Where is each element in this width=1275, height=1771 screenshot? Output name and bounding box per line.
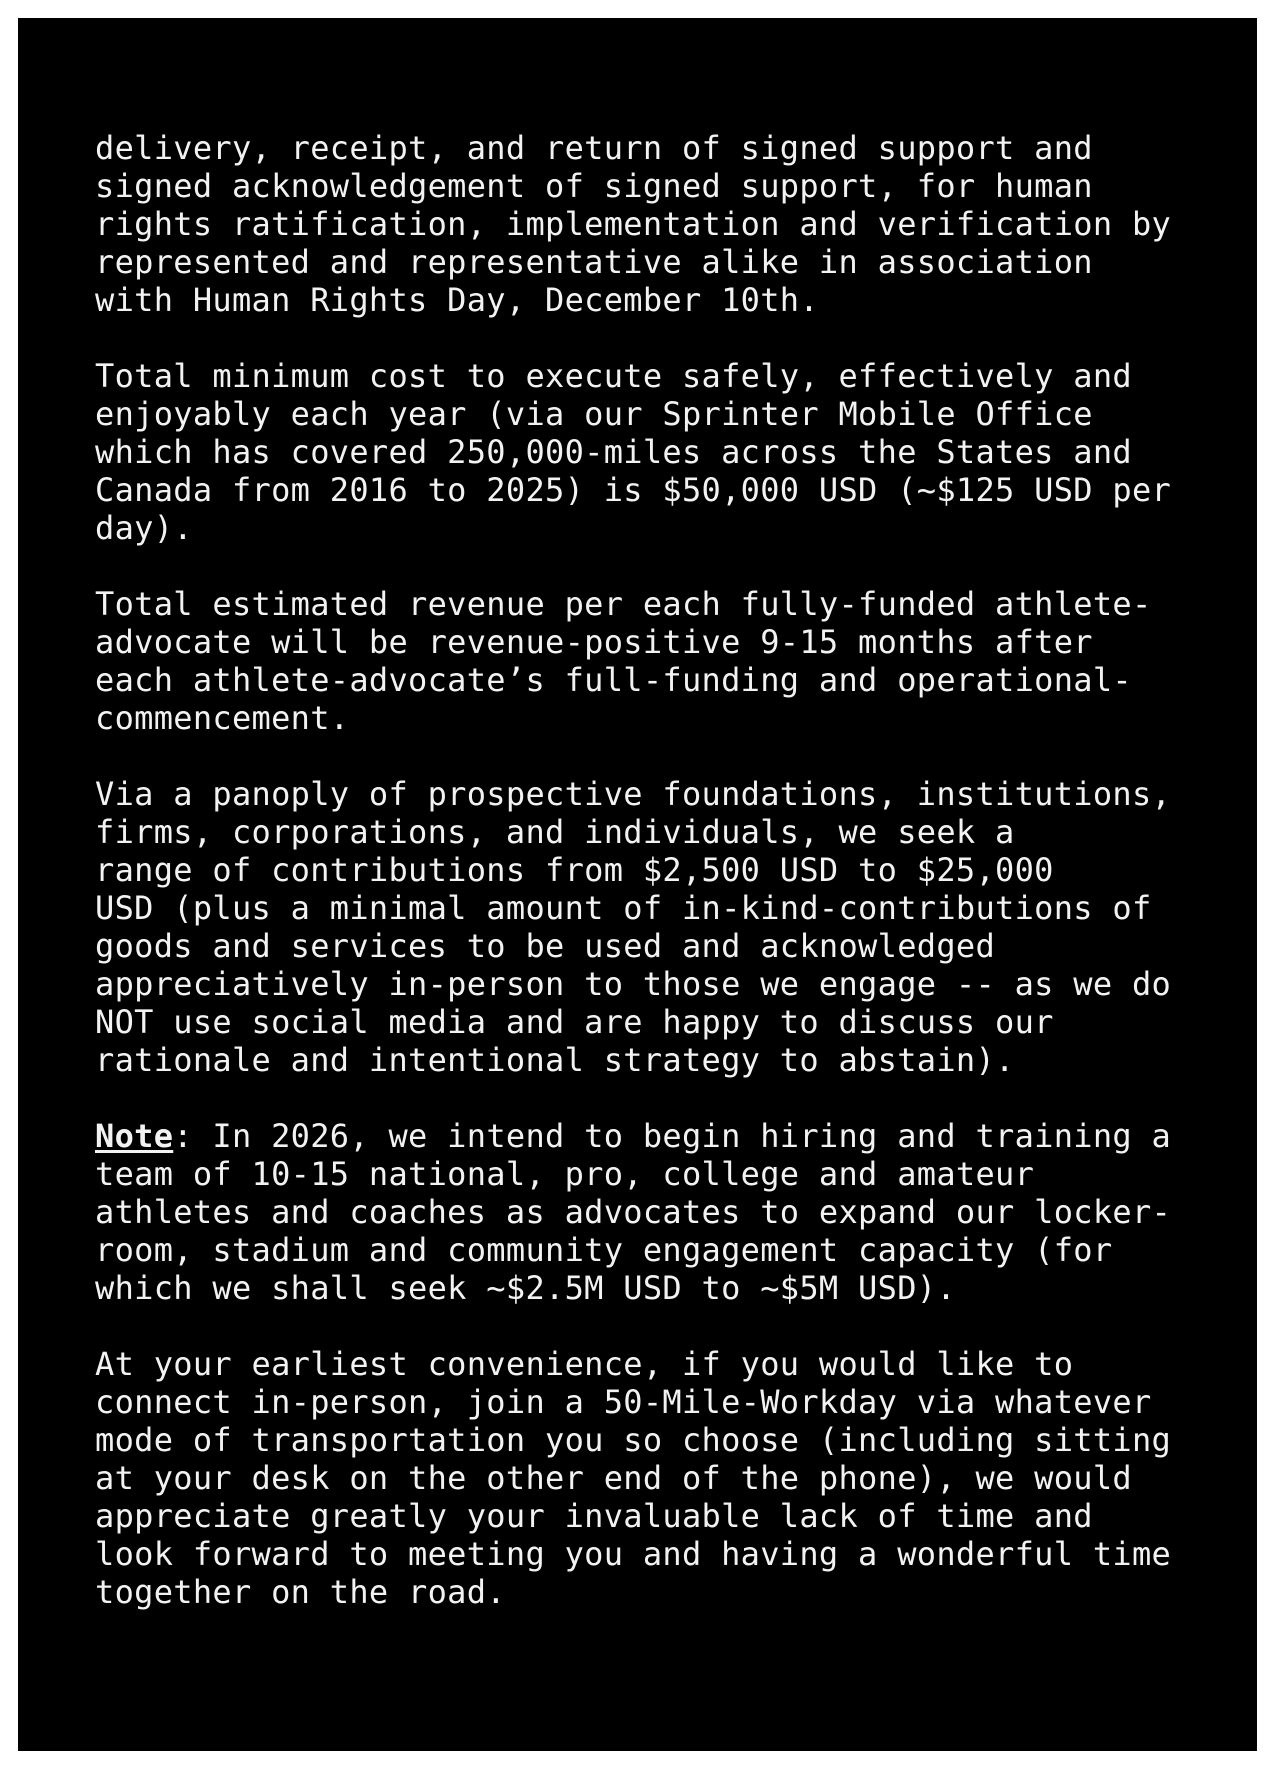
text-line: look forward to meeting you and having a wonderful time: [95, 1535, 1172, 1573]
text-line: firms, corporations, and individuals, we seek a: [95, 813, 1015, 851]
paragraph-delivery: [95, 129, 1217, 319]
text-line: which has covered 250,000-miles across the States and: [95, 433, 1132, 471]
text-line: team of 10-15 national, pro, college and amateur: [95, 1155, 1035, 1193]
text-line: represented and representative alike in association: [95, 243, 1093, 281]
text-line: rights ratification, implementation and verification by: [95, 205, 1172, 243]
text-line: advocate will be revenue-positive 9-15 months after: [95, 623, 1093, 661]
text-line: goods and services to be used and acknowledged: [95, 927, 996, 965]
text-line: which we shall seek ~$2.5M USD to ~$5M USD).: [95, 1269, 956, 1307]
text-line: : In 2026, we intend to begin hiring and training a: [173, 1117, 1172, 1155]
text-line: athletes and coaches as advocates to expand our locker-: [95, 1193, 1172, 1231]
text-line: Total estimated revenue per each fully-funded athlete-: [95, 585, 1152, 623]
paragraph-estimated-revenue: [95, 585, 1217, 737]
text-line: USD (plus a minimal amount of in-kind-contributions of: [95, 889, 1152, 927]
text-line: room, stadium and community engagement capacity (for: [95, 1231, 1113, 1269]
text-line: together on the road.: [95, 1573, 506, 1611]
text-line: appreciate greatly your invaluable lack of time and: [95, 1497, 1093, 1535]
text-line: Canada from 2016 to 2025) is $50,000 USD (~$125 USD per: [95, 471, 1172, 509]
text-line: At your earliest convenience, if you would like to: [95, 1345, 1074, 1383]
text-line: enjoyably each year (via our Sprinter Mobile Office: [95, 395, 1093, 433]
paragraph-contributions: [95, 775, 1217, 1079]
text-line: range of contributions from $2,500 USD to $25,000: [95, 851, 1054, 889]
text-line: delivery, receipt, and return of signed support and: [95, 129, 1093, 167]
text-line: rationale and intentional strategy to abstain).: [95, 1041, 1015, 1079]
paragraph-closing: [95, 1345, 1217, 1611]
paragraph-minimum-cost: [95, 357, 1217, 547]
paragraph-note: [95, 1117, 1217, 1307]
text-line: appreciatively in-person to those we engage -- as we do: [95, 965, 1172, 1003]
text-line: Via a panoply of prospective foundations, institutions,: [95, 775, 1172, 813]
text-line: each athlete-advocate’s full-funding and operational-: [95, 661, 1132, 699]
text-line: NOT use social media and are happy to discuss our: [95, 1003, 1054, 1041]
text-line: commencement.: [95, 699, 350, 737]
text-line: Total minimum cost to execute safely, effectively and: [95, 357, 1132, 395]
text-line: day).: [95, 509, 193, 547]
text-line: with Human Rights Day, December 10th.: [95, 281, 819, 319]
text-line: signed acknowledgement of signed support, for human: [95, 167, 1093, 205]
document-panel: [18, 18, 1257, 1751]
note-label: Note: [95, 1117, 174, 1155]
text-line: at your desk on the other end of the phone), we would: [95, 1459, 1132, 1497]
text-line: mode of transportation you so choose (including sitting: [95, 1421, 1172, 1459]
text-line: connect in-person, join a 50-Mile-Workday via whatever: [95, 1383, 1152, 1421]
